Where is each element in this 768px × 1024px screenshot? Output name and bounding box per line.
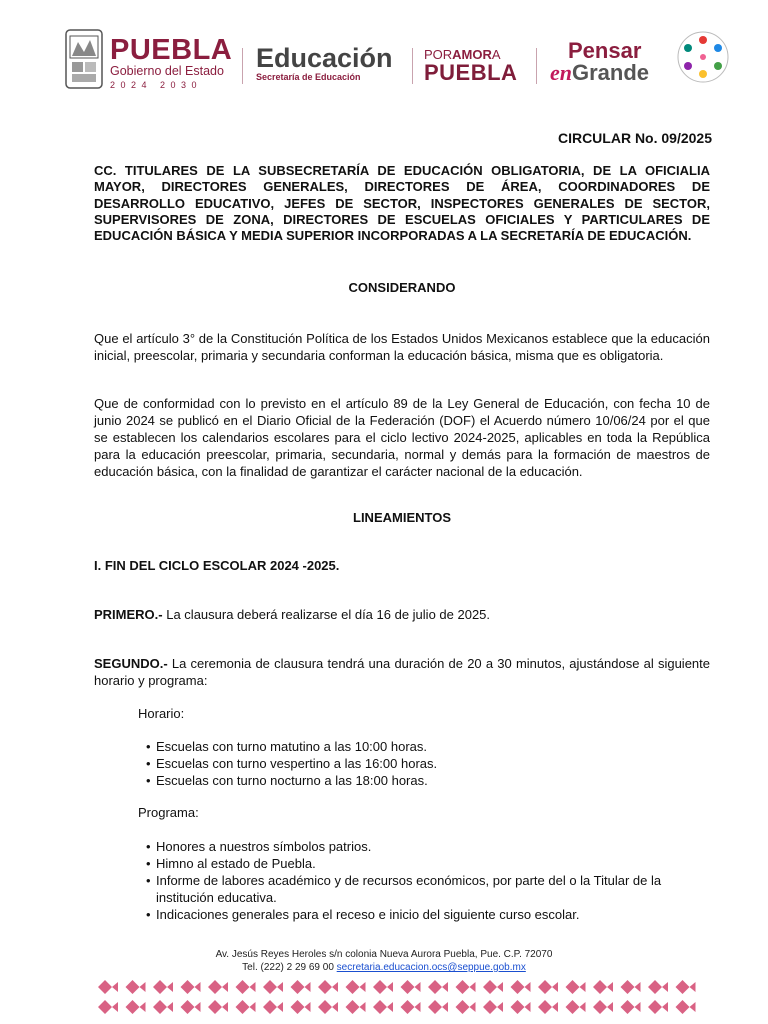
border-motif-icon	[236, 980, 256, 994]
border-motif-icon	[181, 1000, 201, 1014]
footer-address: Av. Jesús Reyes Heroles s/n colonia Nueva Aurora Puebla, Pue. C.P. 72070	[215, 949, 553, 960]
border-motif-icon	[676, 980, 696, 994]
border-motif-icon	[126, 980, 146, 994]
section-1-title: I. FIN DEL CICLO ESCOLAR 2024 -2025.	[94, 558, 340, 573]
border-motif-icon	[621, 1000, 641, 1014]
puebla-gobierno-logo	[110, 36, 232, 90]
list-item: • Indicaciones generales para el receso e inicio del siguiente curso escolar.	[146, 906, 708, 923]
a-text: A	[491, 47, 501, 62]
border-motif-icon	[98, 1000, 118, 1014]
segundo-text: La ceremonia de clausura tendrá una duración de 20 a 30 minutos, ajustándose al siguiente horario y programa:	[94, 656, 710, 688]
considerando-heading: CONSIDERANDO	[348, 280, 456, 295]
years-label: 2024 2030	[110, 80, 203, 90]
list-item: • Honores a nuestros símbolos patrios.	[146, 838, 708, 855]
border-motif-icon	[538, 980, 558, 994]
programa-list	[146, 838, 708, 923]
border-motif-icon	[593, 980, 613, 994]
border-motif-icon	[566, 980, 586, 994]
border-motif-icon	[346, 1000, 366, 1014]
border-motif-icon	[483, 1000, 503, 1014]
educacion-logo	[256, 44, 393, 82]
circular-number: CIRCULAR No. 09/2025	[557, 130, 712, 146]
considerando-paragraph-2: Que de conformidad con lo previsto en el artículo 89 de la Ley General de Educación, con fecha 10 de junio 2024 se publicó en el Diario Oficial de la Federación (DOF) el Acuerdo número 10/06/24 por el que se establecen los calendarios escolares para el ciclo lectivo 2024-2025, aplicables en toda la República para la educación preescolar, primaria, secundaria, normal y demás para la formación de maestros de educación básica, con la finalidad de garantizar el carácter nacional de la educación.	[94, 396, 710, 479]
border-motif-icon	[538, 1000, 558, 1014]
footer-email-link[interactable]: secretaria.educacion.ocs@seppue.gob.mx	[336, 962, 526, 973]
border-motif-icon	[456, 1000, 476, 1014]
border-motif-icon	[208, 980, 228, 994]
border-motif-icon	[291, 1000, 311, 1014]
puebla-wordmark: PUEBLA	[110, 34, 233, 66]
educacion-wordmark: Educación	[256, 43, 393, 73]
horario-list	[146, 738, 708, 789]
border-motif-icon	[621, 980, 641, 994]
circular-emblem-icon	[676, 30, 730, 84]
border-motif-icon	[153, 1000, 173, 1014]
list-item: • Escuelas con turno nocturno a las 18:00 horas.	[146, 772, 708, 789]
gobierno-label: Gobierno del Estado	[110, 64, 224, 78]
border-motif-icon	[648, 980, 668, 994]
lineamientos-heading: LINEAMIENTOS	[353, 510, 451, 525]
list-item: • Himno al estado de Puebla.	[146, 855, 708, 872]
border-motif-icon	[428, 980, 448, 994]
state-seal-icon	[64, 28, 104, 92]
decorative-border-icon	[94, 998, 704, 1016]
por-amor-a-puebla-logo	[424, 48, 517, 84]
border-motif-icon	[126, 1000, 146, 1014]
border-motif-icon	[676, 1000, 696, 1014]
pensar-label: Pensar	[568, 38, 642, 63]
border-motif-icon	[263, 1000, 283, 1014]
considerando-paragraph-1: Que el artículo 3° de la Constitución Política de los Estados Unidos Mexicanos establece que la educación inicial, preescolar, primaria y secundaria conforman la educación básica, misma que es obligatoria.	[94, 331, 710, 363]
programa-label: Programa:	[138, 805, 199, 820]
border-motif-icon	[373, 980, 393, 994]
grande-text: Grande	[572, 60, 650, 85]
en-text: en	[550, 60, 572, 85]
footer-tel: Tel. (222) 2 29 69 00	[242, 962, 334, 973]
amor-text: AMOR	[452, 47, 492, 62]
footer	[0, 948, 768, 974]
border-motif-icon	[511, 980, 531, 994]
horario-label: Horario:	[138, 706, 185, 721]
educacion-sub-label: Secretaría de Educación	[256, 72, 361, 82]
decorative-border-icon	[94, 978, 704, 996]
border-motif-icon	[648, 1000, 668, 1014]
primero-label: PRIMERO.-	[94, 607, 163, 622]
border-motif-icon	[291, 980, 311, 994]
addressee-block: CC. TITULARES DE LA SUBSECRETARÍA DE EDUCACIÓN OBLIGATORIA, DE LA OFICIALIA MAYOR, DIRECTORES GENERALES, DIRECTORES DE ÁREA, COORDINADORES DE DESARROLLO EDUCATIVO, JEFES DE SECTOR, INSPECTORES GENERALES DE SECTOR, SUPERVISORES DE ZONA, DIRECTORES DE ESCUELAS OFICIALES Y PARTICULARES DE EDUCACIÓN BÁSICA Y MEDIA SUPERIOR INCORPORADAS A LA SECRETARÍA DE EDUCACIÓN.	[94, 163, 710, 244]
segundo-paragraph	[94, 655, 710, 689]
divider	[242, 48, 243, 84]
en-grande-label	[550, 62, 649, 84]
segundo-label: SEGUNDO.-	[94, 656, 168, 671]
border-motif-icon	[263, 980, 283, 994]
border-motif-icon	[593, 1000, 613, 1014]
divider	[536, 48, 537, 84]
list-item: • Informe de labores académico y de recursos económicos, por parte del o la Titular de la institución educativa.	[146, 872, 708, 906]
border-motif-icon	[373, 1000, 393, 1014]
por-text: POR	[424, 47, 453, 62]
border-motif-icon	[208, 1000, 228, 1014]
puebla-label: PUEBLA	[424, 60, 518, 85]
border-motif-icon	[236, 1000, 256, 1014]
list-item: • Escuelas con turno matutino a las 10:00 horas.	[146, 738, 708, 755]
pensar-en-grande-logo	[550, 40, 649, 84]
border-motif-icon	[483, 980, 503, 994]
border-motif-icon	[511, 1000, 531, 1014]
header-logos	[64, 26, 728, 98]
border-motif-icon	[318, 980, 338, 994]
footer-contact	[0, 961, 768, 974]
list-item: • Escuelas con turno vespertino a las 16:00 horas.	[146, 755, 708, 772]
border-motif-icon	[98, 980, 118, 994]
primero-text: La clausura deberá realizarse el día 16 de julio de 2025.	[162, 607, 491, 622]
border-motif-icon	[456, 980, 476, 994]
border-motif-icon	[566, 1000, 586, 1014]
border-motif-icon	[318, 1000, 338, 1014]
border-motif-icon	[401, 1000, 421, 1014]
border-motif-icon	[153, 980, 173, 994]
border-motif-icon	[401, 980, 421, 994]
border-motif-icon	[181, 980, 201, 994]
divider	[412, 48, 413, 84]
primero-paragraph	[94, 606, 710, 623]
border-motif-icon	[346, 980, 366, 994]
border-motif-icon	[428, 1000, 448, 1014]
